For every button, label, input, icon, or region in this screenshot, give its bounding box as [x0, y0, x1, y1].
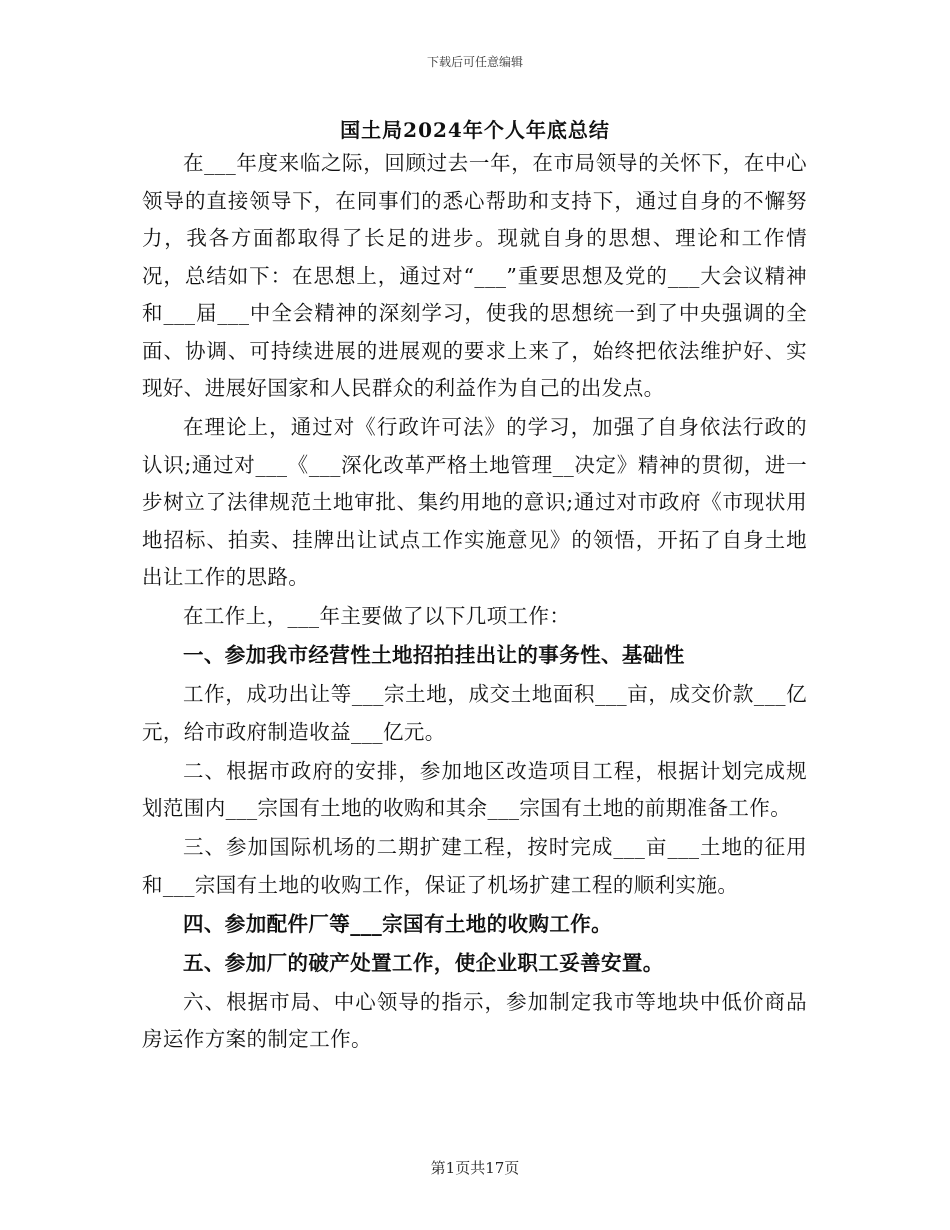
- page-header-note: 下载后可任意编辑: [426, 55, 523, 69]
- paragraph-item-3: 三、参加国际机场的二期扩建工程，按时完成___亩___土地的征用和___宗国有土地的收购工作，保证了机场扩建工程的顺利实施。: [142, 835, 807, 897]
- document-body: [142, 145, 807, 1059]
- paragraph-item-2: 二、根据市政府的安排，参加地区改造项目工程，根据计划完成规划范围内___宗国有土地的收购和其余___宗国有土地的前期准备工作。: [142, 758, 807, 820]
- paragraph-work-intro: 在工作上，___年主要做了以下几项工作：: [183, 604, 571, 628]
- document-title: 国土局2024年个人年底总结: [340, 118, 610, 142]
- page-footer: 第1页共17页: [430, 1159, 520, 1177]
- paragraph-item-1-detail: 工作，成功出让等___宗土地，成交土地面积___亩，成交价款___亿元，给市政府制造收益___亿元。: [142, 682, 807, 744]
- paragraph-theory: 在理论上，通过对《行政许可法》的学习，加强了自身依法行政的认识;通过对___《___深化改革严格土地管理__决定》精神的贯彻，进一步树立了法律规范土地审批、集约用地的意识;通过对市政府《市现状用地招标、拍卖、挂牌出让试点工作实施意见》的领悟，开拓了自身土地出让工作的思路。: [142, 415, 807, 589]
- paragraph-item-6: 六、根据市局、中心领导的指示，参加制定我市等地块中低价商品房运作方案的制定工作。: [142, 989, 807, 1051]
- paragraph-item-1-heading: 一、参加我市经营性土地招拍挂出让的事务性、基础性: [183, 643, 685, 667]
- paragraph-intro-thought: 在___年度来临之际，回顾过去一年，在市局领导的关怀下，在中心领导的直接领导下，在同事们的悉心帮助和支持下，通过自身的不懈努力，我各方面都取得了长足的进步。现就自身的思想、理论和工作情况，总结如下：在思想上，通过对“___”重要思想及党的___大会议精神和___届___中全会精神的深刻学习，使我的思想统一到了中央强调的全面、协调、可持续进展的进展观的要求上来了，始终把依法维护好、实现好、进展好国家和人民群众的利益作为自己的出发点。: [142, 151, 807, 400]
- paragraph-item-5: 五、参加厂的破产处置工作，使企业职工妥善安置。: [183, 950, 664, 975]
- paragraph-item-4: 四、参加配件厂等___宗国有土地的收购工作。: [183, 911, 613, 936]
